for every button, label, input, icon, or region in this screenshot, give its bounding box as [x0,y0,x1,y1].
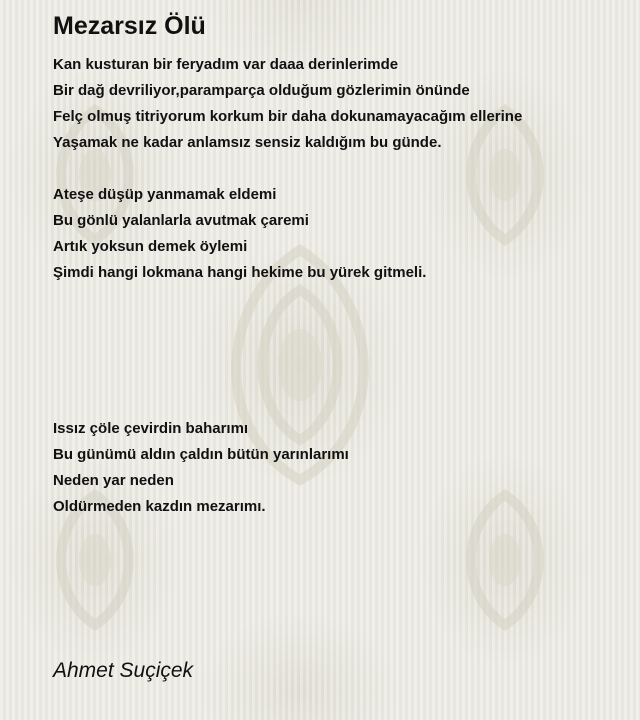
poem-title: Mezarsız Ölü [53,12,206,40]
poem-line: Felç olmuş titriyorum korkum bir daha dokunamayacağım ellerine [53,108,523,125]
poem-line: Bu gönlü yalanlarla avutmak çaremi [53,212,309,229]
poem-line: Bu günümü aldın çaldın bütün yarınlarımı [53,446,349,463]
poem-line: Artık yoksun demek öylemi [53,238,248,255]
poem-body [53,52,623,520]
poem-line: Bir dağ devriliyor,paramparça olduğum gözlerimin önünde [53,82,470,99]
poem-line: Ateşe düşüp yanmamak eldemi [53,186,277,203]
stanza-spacer [53,156,623,182]
poem-line: Neden yar neden [53,472,174,489]
poem-line: Oldürmeden kazdın mezarımı. [53,498,266,515]
poem-stanza [53,416,623,520]
poem-line: Yaşamak ne kadar anlamsız sensiz kaldığım bu günde. [53,134,442,151]
poem-stanza [53,52,623,156]
poem-line: Kan kusturan bir feryadım var daaa derinlerimde [53,56,399,73]
stanza-spacer [53,286,623,416]
poem-stanza [53,182,623,286]
poem-line: Şimdi hangi lokmana hangi hekime bu yürek gitmeli. [53,264,427,281]
poem-line: Issız çöle çevirdin baharımı [53,420,249,437]
poem-author: Ahmet Suçiçek [53,659,194,682]
